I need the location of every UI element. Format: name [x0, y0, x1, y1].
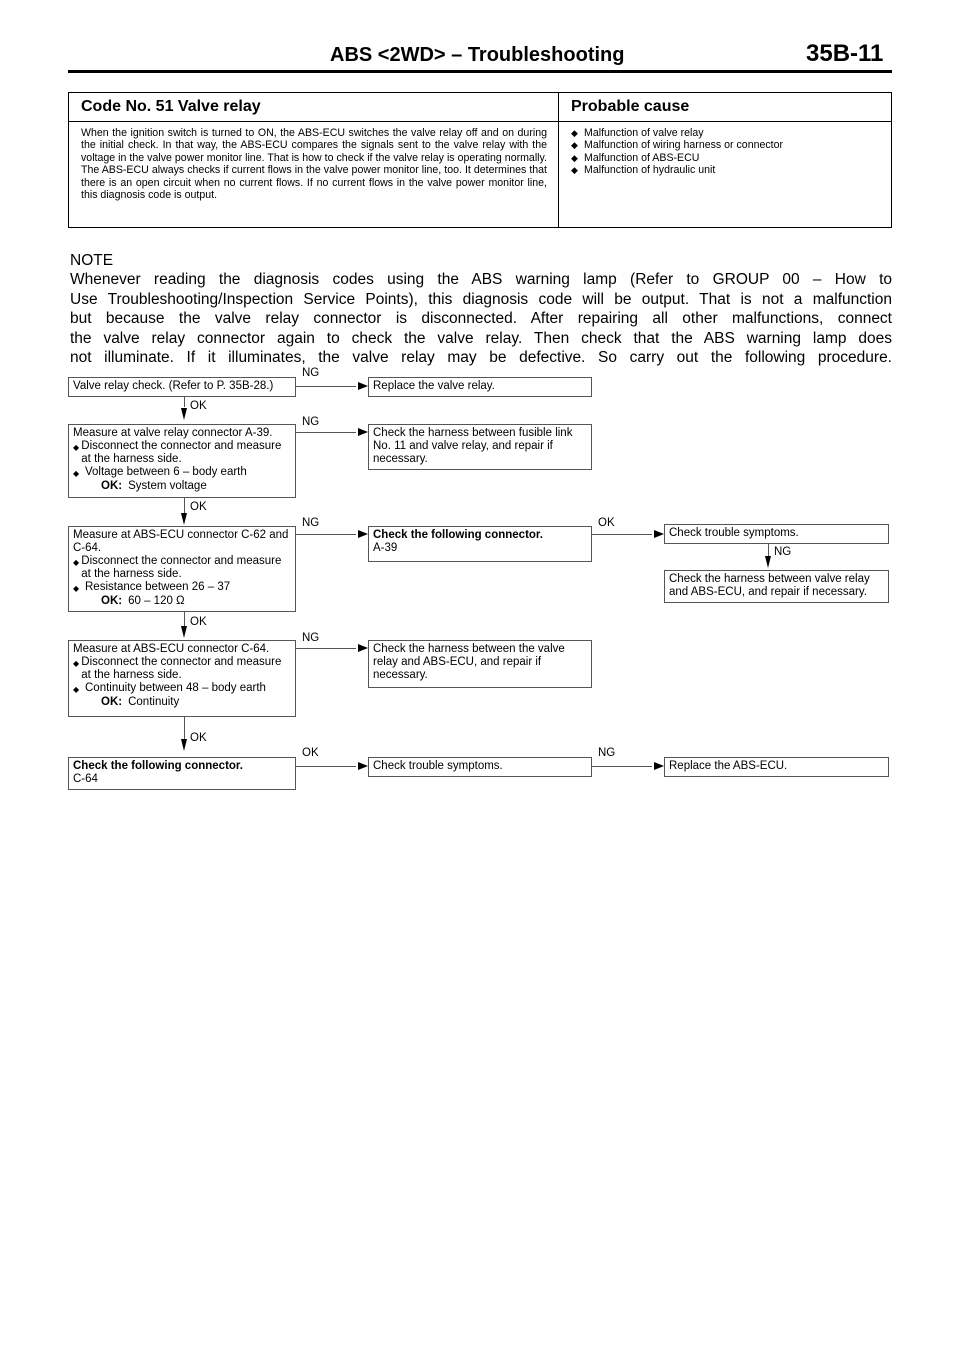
ng-label: NG — [302, 416, 320, 428]
connector-line — [184, 498, 185, 514]
connector-line — [184, 612, 185, 626]
bullet-diamond-icon: ◆ — [571, 128, 578, 138]
note-line: Use Troubleshooting/Inspection Service Points), this diagnosis code will be output. That is not a malfunction — [70, 290, 892, 308]
note-line: the valve relay connector again to check the valve relay. Then check that the ABS warning lamp does — [70, 329, 892, 347]
bullet-diamond-icon: ◆ — [571, 140, 578, 151]
arrow-right-icon — [358, 382, 368, 390]
connector-line — [768, 544, 769, 556]
ok-label: OK — [302, 747, 319, 759]
bullet-diamond-icon: ◆ — [73, 469, 80, 478]
arrow-right-icon — [654, 762, 664, 770]
ng-label: NG — [774, 546, 792, 558]
note-line: not illuminate. If it illuminates, the valve relay may be defective. So carry out the following procedure. — [70, 349, 892, 366]
connector-line — [296, 534, 356, 535]
flow-step-replace-relay: Replace the valve relay. — [368, 377, 592, 397]
arrow-right-icon — [358, 428, 368, 436]
code-description: When the ignition switch is turned to ON, the ABS-ECU switches the valve relay off and on during the initial check. In that way, the ABS-ECU compares the signals sent to the valve relay with the voltage in the valve power monitor line. That is how to check if the valve relay is operating normally. The ABS-ECU always checks if current flows in the valve power monitor line, too. It determines that there is an open circuit when no current flows. If no current flows in the valve power monitor line, this diagnosis code is output. — [81, 127, 547, 202]
ok-label: OK — [598, 517, 615, 529]
arrow-down-icon — [181, 739, 187, 751]
ok-label: OK — [190, 501, 207, 513]
cause-heading: Probable cause — [571, 98, 690, 115]
flow-step-check-fusible-harness: Check the harness between fusible link No. 11 and valve relay, and repair if necessary. — [368, 424, 592, 470]
arrow-down-icon — [765, 556, 771, 568]
flow-step-check-connector-a39: Check the following connector. A-39 — [368, 526, 592, 562]
arrow-right-icon — [358, 762, 368, 770]
arrow-right-icon — [358, 644, 368, 652]
ok-label: OK — [190, 616, 207, 628]
arrow-down-icon — [181, 513, 187, 525]
flow-step-measure-relay-connector: Measure at valve relay connector A-39. ◆ Disconnect the connector and measure at the harness side. ◆ Voltage between 6 – body earth OK: System voltage — [68, 424, 296, 498]
bullet-diamond-icon: ◆ — [73, 558, 80, 567]
arrow-down-icon — [181, 626, 187, 638]
flow-step-check-symptoms-2: Check trouble symptoms. — [368, 757, 592, 777]
flow-step-check-connector-c64: Check the following connector. C-64 — [68, 757, 296, 790]
list-item: ◆ Malfunction of wiring harness or connector — [571, 139, 784, 152]
flow-step-measure-ecu-c62-c64: Measure at ABS-ECU connector C-62 and C-64. ◆ Disconnect the connector and measure at the harness side. ◆ Resistance between 26 – 37 OK: 60 – 120 Ω — [68, 526, 296, 612]
page-number: 35B-11 — [806, 40, 884, 67]
connector-line — [296, 766, 356, 767]
connector-line — [184, 717, 185, 739]
flow-step-replace-ecu: Replace the ABS-ECU. — [664, 757, 889, 777]
connector-line — [184, 397, 185, 407]
bullet-diamond-icon: ◆ — [73, 685, 80, 694]
bullet-diamond-icon: ◆ — [571, 165, 578, 176]
note-title: NOTE — [70, 252, 114, 269]
ng-label: NG — [302, 367, 320, 379]
connector-line — [296, 386, 356, 387]
page-title: ABS <2WD> – Troubleshooting — [330, 44, 625, 66]
ng-label: NG — [598, 747, 616, 759]
connector-line — [296, 432, 356, 433]
connector-line — [592, 766, 652, 767]
list-item: ◆ Malfunction of ABS-ECU — [571, 151, 700, 164]
flow-step-check-relay-ecu-harness: Check the harness between valve relay and ABS-ECU, and repair if necessary. — [664, 570, 889, 603]
bullet-diamond-icon: ◆ — [73, 584, 80, 593]
list-item: ◆ Malfunction of hydraulic unit — [571, 164, 716, 177]
connector-line — [592, 534, 652, 535]
arrow-right-icon — [654, 530, 664, 538]
flow-step-measure-ecu-c64: Measure at ABS-ECU connector C-64. ◆ Disconnect the connector and measure at the harness side. ◆ Continuity between 48 – body earth OK: Continuity — [68, 640, 296, 717]
note-line: but because the valve relay connector is disconnected. After repairing all other malfunctions, connect — [70, 310, 892, 327]
code-heading: Code No. 51 Valve relay — [81, 98, 261, 115]
flow-step-check-relay-ecu-harness-2: Check the harness between the valve relay and ABS-ECU, and repair if necessary. — [368, 640, 592, 688]
ng-label: NG — [302, 517, 320, 529]
ok-label: OK — [190, 400, 207, 412]
flow-step-valve-relay-check: Valve relay check. (Refer to P. 35B-28.) — [68, 377, 296, 397]
flow-step-check-symptoms: Check trouble symptoms. — [664, 524, 889, 544]
ok-label: OK — [190, 732, 207, 744]
list-item: ◆ Malfunction of valve relay — [571, 127, 704, 139]
arrow-down-icon — [181, 408, 187, 420]
note-line: Whenever reading the diagnosis codes using the ABS warning lamp (Refer to GROUP 00 – How to — [70, 271, 892, 288]
ng-label: NG — [302, 632, 320, 644]
bullet-diamond-icon: ◆ — [571, 152, 578, 163]
arrow-right-icon — [358, 530, 368, 538]
bullet-diamond-icon: ◆ — [73, 443, 80, 452]
bullet-diamond-icon: ◆ — [73, 659, 80, 668]
connector-line — [296, 648, 356, 649]
